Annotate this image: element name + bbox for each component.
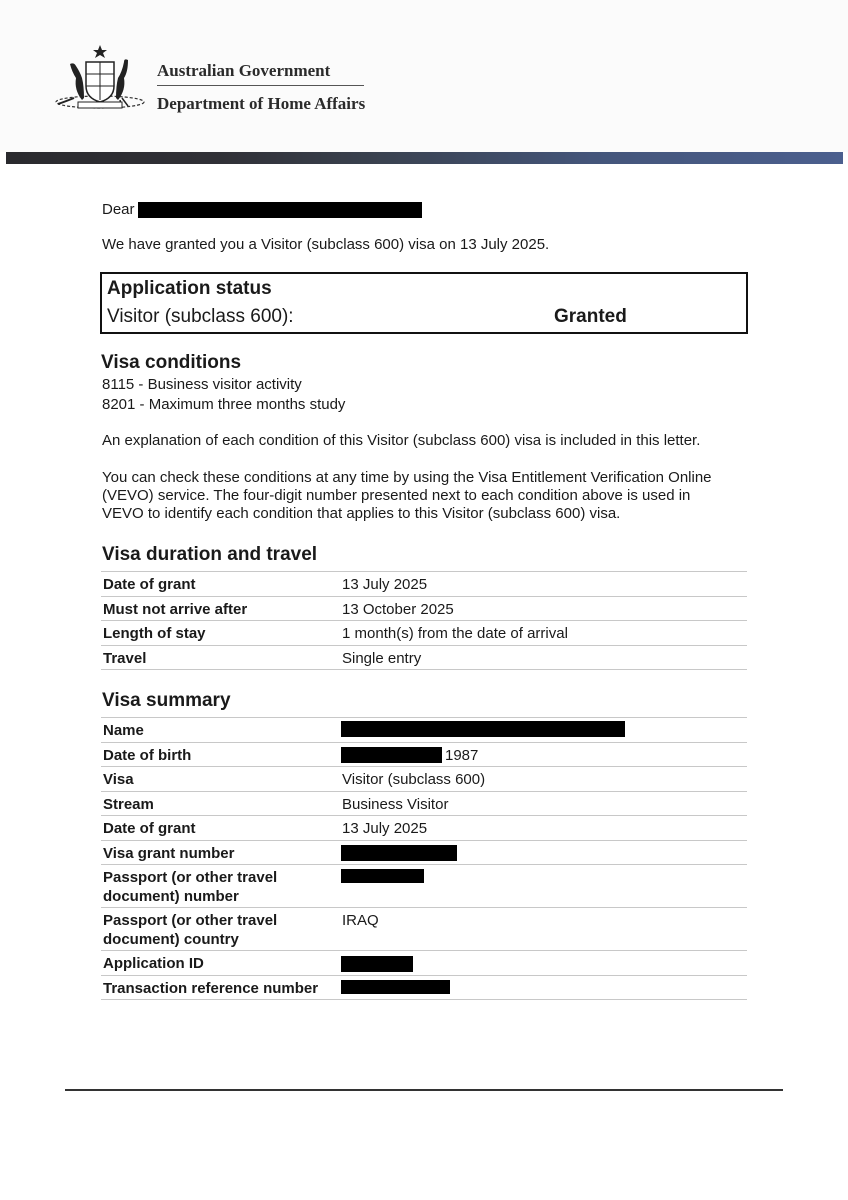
table-row — [101, 865, 747, 908]
row-value: 13 July 2025 — [342, 820, 428, 837]
salutation: Dear — [102, 201, 135, 218]
row-label: Stream — [103, 795, 154, 813]
redacted-birth-date — [341, 747, 442, 763]
department-name: Department of Home Affairs — [157, 94, 366, 113]
table-row — [101, 841, 747, 866]
status-value: Granted — [554, 306, 627, 327]
duration-title: Visa duration and travel — [102, 544, 318, 565]
row-label: Date of birth — [103, 746, 192, 764]
row-label: Passport (or other travel document) country — [103, 912, 278, 948]
status-label: Visitor (subclass 600): — [107, 306, 294, 327]
table-row — [101, 743, 747, 768]
paragraph-line: VEVO to identify each condition that applies to this Visitor (subclass 600) visa. — [102, 505, 621, 522]
summary-table — [101, 717, 747, 1000]
footer-divider — [65, 1089, 783, 1091]
table-row — [101, 572, 747, 597]
grant-intro: We have granted you a Visitor (subclass 600) visa on 13 July 2025. — [102, 236, 550, 253]
row-value: Business Visitor — [342, 795, 449, 813]
row-label: Transaction reference number — [103, 979, 319, 997]
conditions-title: Visa conditions — [101, 352, 242, 373]
row-label: Visa grant number — [103, 844, 235, 862]
table-row — [101, 816, 747, 841]
row-label: Passport (or other travel document) number — [103, 869, 278, 905]
row-value: Visitor (subclass 600) — [342, 771, 486, 788]
row-value: 13 October 2025 — [342, 600, 454, 618]
row-value: 1 month(s) from the date of arrival — [342, 625, 568, 642]
table-row — [101, 597, 747, 622]
row-label: Date of grant — [103, 576, 196, 593]
government-name: Australian Government — [157, 61, 331, 80]
row-label: Date of grant — [103, 820, 196, 837]
condition-item: 8115 - Business visitor activity — [102, 376, 302, 393]
paragraph-line: You can check these conditions at any time by using the Visa Entitlement Verification Online — [102, 469, 712, 486]
table-row — [101, 718, 747, 743]
row-label: Length of stay — [103, 625, 206, 642]
summary-title: Visa summary — [102, 690, 231, 711]
condition-item: 8201 - Maximum three months study — [102, 396, 346, 413]
paragraph-line: An explanation of each condition of this Visitor (subclass 600) visa is included in this letter. — [102, 432, 701, 449]
header-color-bar — [6, 152, 843, 164]
row-value: 1987 — [445, 746, 479, 764]
coat-of-arms-icon — [52, 42, 148, 114]
redacted-passport-number — [341, 869, 424, 883]
row-label: Application ID — [103, 955, 204, 972]
redacted-name — [138, 202, 422, 218]
row-label: Travel — [103, 649, 147, 667]
table-row — [101, 646, 747, 671]
table-row — [101, 951, 747, 976]
row-value: IRAQ — [342, 912, 379, 929]
row-value: 13 July 2025 — [342, 576, 428, 593]
redacted-grant-number — [341, 845, 457, 861]
redacted-transaction-number — [341, 980, 450, 994]
table-row — [101, 908, 747, 951]
redacted-name — [341, 721, 625, 737]
row-label: Name — [103, 722, 144, 739]
application-status-box — [100, 272, 748, 334]
duration-table — [101, 571, 747, 670]
conditions-explanation — [102, 432, 752, 450]
vevo-paragraph — [102, 469, 752, 523]
letterhead-divider — [157, 85, 364, 86]
row-label: Visa — [103, 771, 134, 788]
table-row — [101, 767, 747, 792]
redacted-application-id — [341, 956, 413, 972]
row-value: Single entry — [342, 649, 422, 667]
table-row — [101, 976, 747, 1001]
paragraph-line: (VEVO) service. The four-digit number presented next to each condition above is used in — [102, 487, 691, 504]
row-label: Must not arrive after — [103, 600, 248, 618]
table-row — [101, 621, 747, 646]
status-title: Application status — [107, 278, 272, 299]
table-row — [101, 792, 747, 817]
